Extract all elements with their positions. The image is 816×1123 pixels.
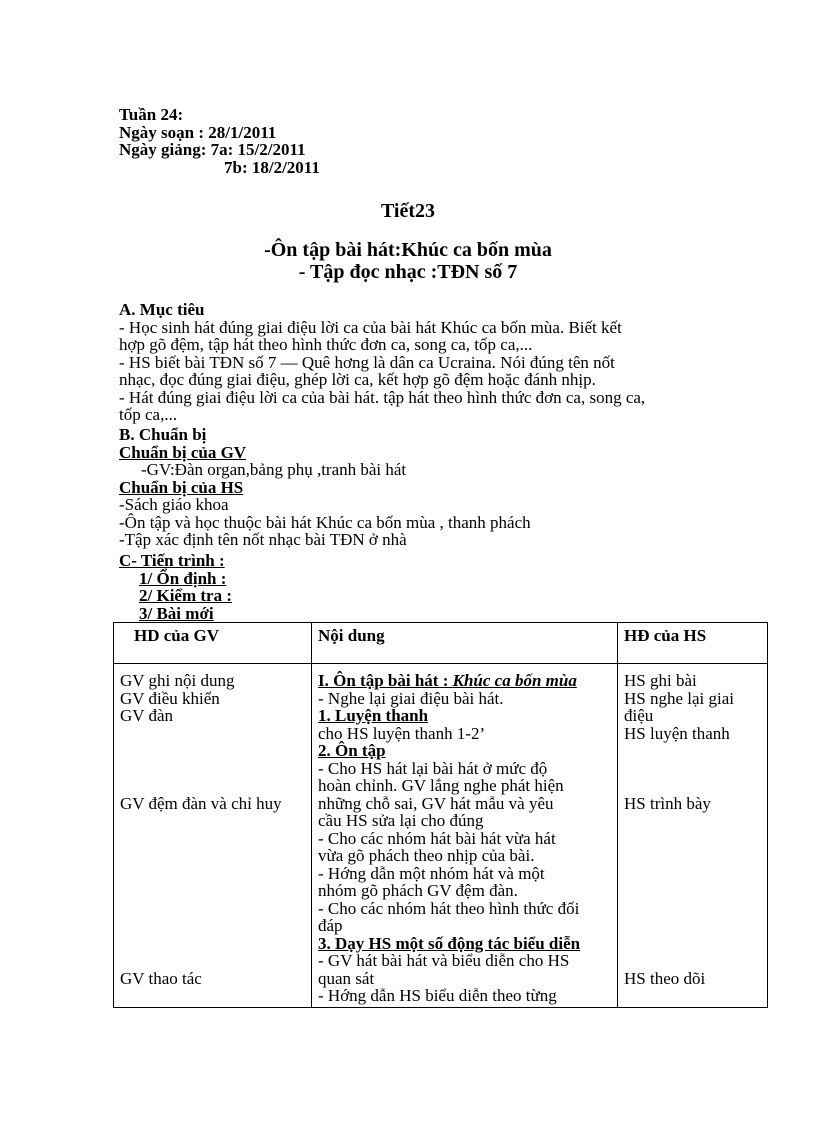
table-row — [114, 664, 768, 1008]
section-a-line: - Học sinh hát đúng giai điệu lời ca của bài hát Khúc ca bốn mùa. Biết kết — [119, 317, 622, 337]
content-line: vừa gõ phách theo nhịp của bài. — [318, 846, 535, 865]
header-gv: HD của GV — [114, 623, 312, 664]
hs-prep-line: -Ôn tập và học thuộc bài hát Khúc ca bốn mùa , thanh phách — [119, 512, 531, 532]
period-title: Tiết23 — [380, 200, 436, 222]
content-column — [312, 664, 618, 1008]
content-line: cầu HS sửa lại cho đúng — [318, 811, 484, 830]
step-2: 2/ Kiểm tra : — [139, 586, 232, 605]
gv-activity: GV thao tác — [120, 968, 202, 988]
section-b-heading: B. Chuẩn bị — [119, 425, 207, 444]
item-1-title — [318, 672, 611, 690]
gv-prep-heading: Chuẩn bị của GV — [119, 442, 247, 462]
content-line: đáp — [318, 916, 343, 935]
content-line: - Cho các nhóm hát bài hát vừa hát — [318, 828, 556, 848]
content-line: cho HS luyện thanh 1-2’ — [318, 723, 486, 743]
section-c-heading: C- Tiến trình : — [119, 551, 225, 570]
hs-activity: điệu — [624, 706, 654, 725]
section-a-heading: A. Mục tiêu — [119, 300, 205, 319]
gv-prep-line: -GV:Đàn organ,bảng phụ ,tranh bài hát — [141, 460, 407, 479]
section-a-line: - HS biết bài TĐN số 7 — Quê hơng là dân ca Ucraina. Nói đúng tên nốt — [119, 352, 615, 372]
sub-2-heading: 2. Ôn tập — [318, 741, 386, 760]
hs-activity: HS ghi bài — [624, 671, 697, 690]
hs-prep-line: -Sách giáo khoa — [119, 495, 229, 514]
gv-activity: GV điều khiển — [120, 688, 220, 708]
section-a-line: nhạc, đọc đúng giai điệu, ghép lời ca, kết hợp gõ đệm hoặc đánh nhịp. — [119, 370, 596, 389]
lesson-table — [113, 622, 768, 1008]
lesson-title-2: - Tập đọc nhạc :TĐN số 7 — [298, 261, 518, 283]
gv-column — [114, 664, 312, 1008]
gv-activity: GV ghi nội dung — [120, 671, 235, 690]
sub-1-heading: 1. Luyện thanh — [318, 706, 429, 725]
content-line: hoàn chỉnh. GV lắng nghe phát hiện — [318, 776, 564, 795]
header-content: Nội dung — [312, 623, 618, 664]
item-1-song: Khúc ca bốn mùa — [452, 671, 577, 690]
content-line: - GV hát bài hát và biểu diễn cho HS — [318, 951, 570, 970]
content-line: - Cho HS hát lại bài hát ở mức độ — [318, 758, 548, 778]
content-line: quan sát — [318, 968, 375, 988]
content-line: - Hớng dẫn HS biểu diễn theo từng — [318, 986, 557, 1005]
section-c — [119, 552, 232, 622]
header-block — [119, 106, 320, 176]
teach-date-7a: Ngày giảng: 7a: 15/2/2011 — [119, 140, 306, 159]
content-line: - Nghe lại giai điệu bài hát. — [318, 688, 504, 708]
step-1: 1/ Ổn định : — [139, 568, 227, 588]
hs-activity: HS trình bày — [624, 793, 711, 813]
week-label: Tuần 24: — [119, 105, 184, 124]
section-a-line: - Hát đúng giai điệu lời ca của bài hát. tập hát theo hình thức đơn ca, song ca, — [119, 387, 646, 407]
step-3: 3/ Bài mới — [139, 603, 214, 623]
hs-column — [618, 664, 768, 1008]
item-1-label: I. Ôn tập bài hát : — [318, 671, 453, 690]
header-hs: HĐ của HS — [618, 623, 768, 664]
content-line: - Cho các nhóm hát theo hình thức đối — [318, 898, 580, 918]
prep-date: Ngày soạn : 28/1/2011 — [119, 122, 277, 142]
gv-activity: GV đệm đàn và chỉ huy — [120, 793, 282, 813]
hs-activity: HS nghe lại giai — [624, 688, 735, 708]
content-line: những chỗ sai, GV hát mẫu và yêu — [318, 793, 554, 813]
hs-activity: HS theo dõi — [624, 968, 706, 988]
content-line: - Hớng dẫn một nhóm hát và một — [318, 863, 545, 883]
sub-3-heading: 3. Dạy HS một số động tác biểu diễn — [318, 933, 581, 953]
hs-activity: HS luyện thanh — [624, 723, 730, 743]
content-line: nhóm gõ phách GV đệm đàn. — [318, 881, 518, 900]
section-a — [119, 301, 645, 424]
section-b — [119, 426, 531, 549]
section-a-line: hợp gõ đệm, tập hát theo hình thức đơn ca, song ca, tốp ca,... — [119, 335, 533, 354]
table-header-row — [114, 623, 768, 664]
lesson-title-1: -Ôn tập bài hát:Khúc ca bốn mùa — [264, 239, 552, 261]
hs-prep-heading: Chuẩn bị của HS — [119, 477, 244, 497]
section-a-line: tốp ca,... — [119, 405, 178, 424]
gv-activity: GV đàn — [120, 706, 174, 725]
hs-prep-line: -Tập xác định tên nốt nhạc bài TĐN ở nhà — [119, 530, 407, 549]
teach-date-7b: 7b: 18/2/2011 — [224, 157, 320, 177]
